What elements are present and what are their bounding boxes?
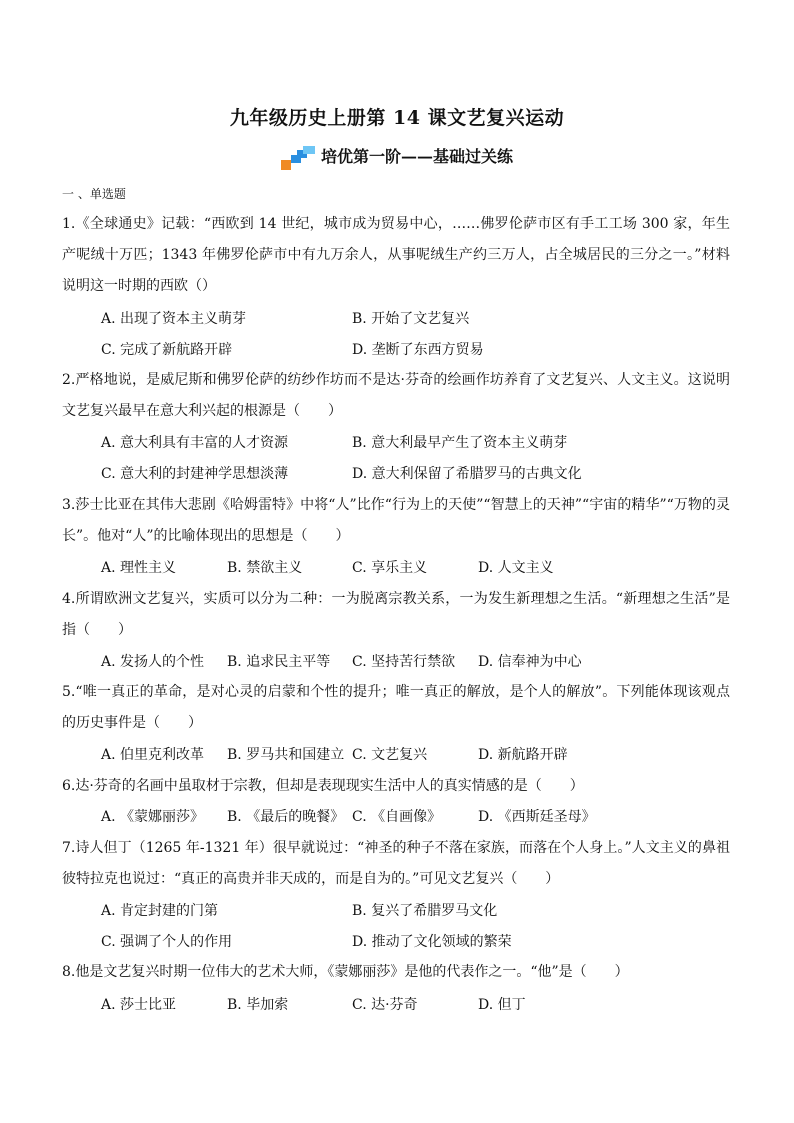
- question-8-option-a[interactable]: A. 莎士比亚: [101, 997, 177, 1013]
- question-6-option-c[interactable]: C. 《自画像》: [352, 809, 442, 825]
- question-6-option-a[interactable]: A. 《蒙娜丽莎》: [101, 809, 205, 825]
- question-1-stem: 1.《全球通史》记载：“西欧到 14 世纪，城市成为贸易中心，……佛罗伦萨市区有手工工场 300 家，年生产呢绒十万匹；1343 年佛罗伦萨市中有九万余人，从事呢绒生产约三万人，占全城居民的三分之一。”材料说明这一时期的西欧（）: [62, 216, 730, 294]
- question-5-option-b[interactable]: B. 罗马共和国建立: [227, 747, 345, 763]
- question-4-option-c[interactable]: C. 坚持苦行禁欲: [352, 654, 456, 670]
- question-3-option-c[interactable]: C. 享乐主义: [352, 560, 428, 576]
- section-subtitle: [0, 144, 794, 170]
- question-4-option-d[interactable]: D. 信奉神为中心: [478, 654, 582, 670]
- question-1-option-a[interactable]: A. 出现了资本主义萌芽: [101, 311, 247, 327]
- question-6-option-b[interactable]: B. 《最后的晚餐》: [227, 809, 345, 825]
- question-1-option-b[interactable]: B. 开始了文艺复兴: [352, 311, 470, 327]
- question-2-option-b[interactable]: B. 意大利最早产生了资本主义萌芽: [352, 435, 568, 451]
- question-4-option-a[interactable]: A. 发扬人的个性: [101, 654, 205, 670]
- question-1-option-c[interactable]: C. 完成了新航路开辟: [101, 342, 233, 358]
- question-8-option-b[interactable]: B. 毕加索: [227, 997, 289, 1013]
- question-5-stem: 5.“唯一真正的革命，是对心灵的启蒙和个性的提升；唯一真正的解放，是个人的解放”。下列能体现该观点的历史事件是（ ）: [62, 684, 730, 731]
- question-3-option-b[interactable]: B. 禁欲主义: [227, 560, 303, 576]
- subtitle-text: 培优第一阶——基础过关练: [320, 147, 513, 166]
- question-2-option-c[interactable]: C. 意大利的封建神学思想淡薄: [101, 466, 289, 482]
- question-7-stem: 7.诗人但丁（1265 年-1321 年）很早就说过：“神圣的种子不落在家族，而落在个人身上。”人文主义的鼻祖彼特拉克也说过：“真正的高贵并非天成的，而是自为的。”可见文艺复兴（ ）: [62, 840, 730, 887]
- question-7-option-b[interactable]: B. 复兴了希腊罗马文化: [352, 903, 498, 919]
- page-title: 九年级历史上册第 14 课文艺复兴运动: [229, 107, 565, 129]
- question-6-stem: 6.达·芬奇的名画中虽取材于宗教，但却是表现现实生活中人的真实情感的是（ ）: [62, 778, 584, 794]
- question-6-option-d[interactable]: D. 《西斯廷圣母》: [478, 809, 596, 825]
- question-7-option-c[interactable]: C. 强调了个人的作用: [101, 934, 233, 950]
- question-4-option-b[interactable]: B. 追求民主平等: [227, 654, 331, 670]
- question-7-option-d[interactable]: D. 推动了文化领域的繁荣: [352, 934, 512, 950]
- question-8-option-d[interactable]: D. 但丁: [478, 997, 526, 1013]
- question-4-stem: 4.所谓欧洲文艺复兴，实质可以分为二种：一为脱离宗教关系，一为发生新理想之生活。“新理想之生活”是指（ ）: [62, 591, 730, 638]
- stairs-logo-icon: [281, 146, 317, 170]
- question-3-option-d[interactable]: D. 人文主义: [478, 560, 554, 576]
- question-2-option-d[interactable]: D. 意大利保留了希腊罗马的古典文化: [352, 466, 582, 482]
- question-3-option-a[interactable]: A. 理性主义: [101, 560, 177, 576]
- question-8-stem: 8.他是文艺复兴时期一位伟大的艺术大师，《蒙娜丽莎》是他的代表作之一。“他”是（ ）: [62, 964, 629, 980]
- question-1-option-d[interactable]: D. 垄断了东西方贸易: [352, 342, 484, 358]
- question-7-option-a[interactable]: A. 肯定封建的门第: [101, 903, 219, 919]
- question-8-option-c[interactable]: C. 达·芬奇: [352, 997, 418, 1013]
- section-heading: 一 、单选题: [62, 187, 126, 201]
- question-5-option-a[interactable]: A. 伯里克利改革: [101, 747, 205, 763]
- question-2-stem: 2.严格地说，是威尼斯和佛罗伦萨的纺纱作坊而不是达·芬奇的绘画作坊养育了文艺复兴、人文主义。这说明文艺复兴最早在意大利兴起的根源是（ ）: [62, 372, 730, 419]
- question-5-option-d[interactable]: D. 新航路开辟: [478, 747, 568, 763]
- question-3-stem: 3.莎士比亚在其伟大悲剧《哈姆雷特》中将“人”比作“行为上的天使”“智慧上的天神”“宇宙的精华”“万物的灵长”。他对“人”的比喻体现出的思想是（ ）: [62, 497, 730, 544]
- question-2-option-a[interactable]: A. 意大利具有丰富的人才资源: [101, 435, 289, 451]
- question-5-option-c[interactable]: C. 文艺复兴: [352, 747, 428, 763]
